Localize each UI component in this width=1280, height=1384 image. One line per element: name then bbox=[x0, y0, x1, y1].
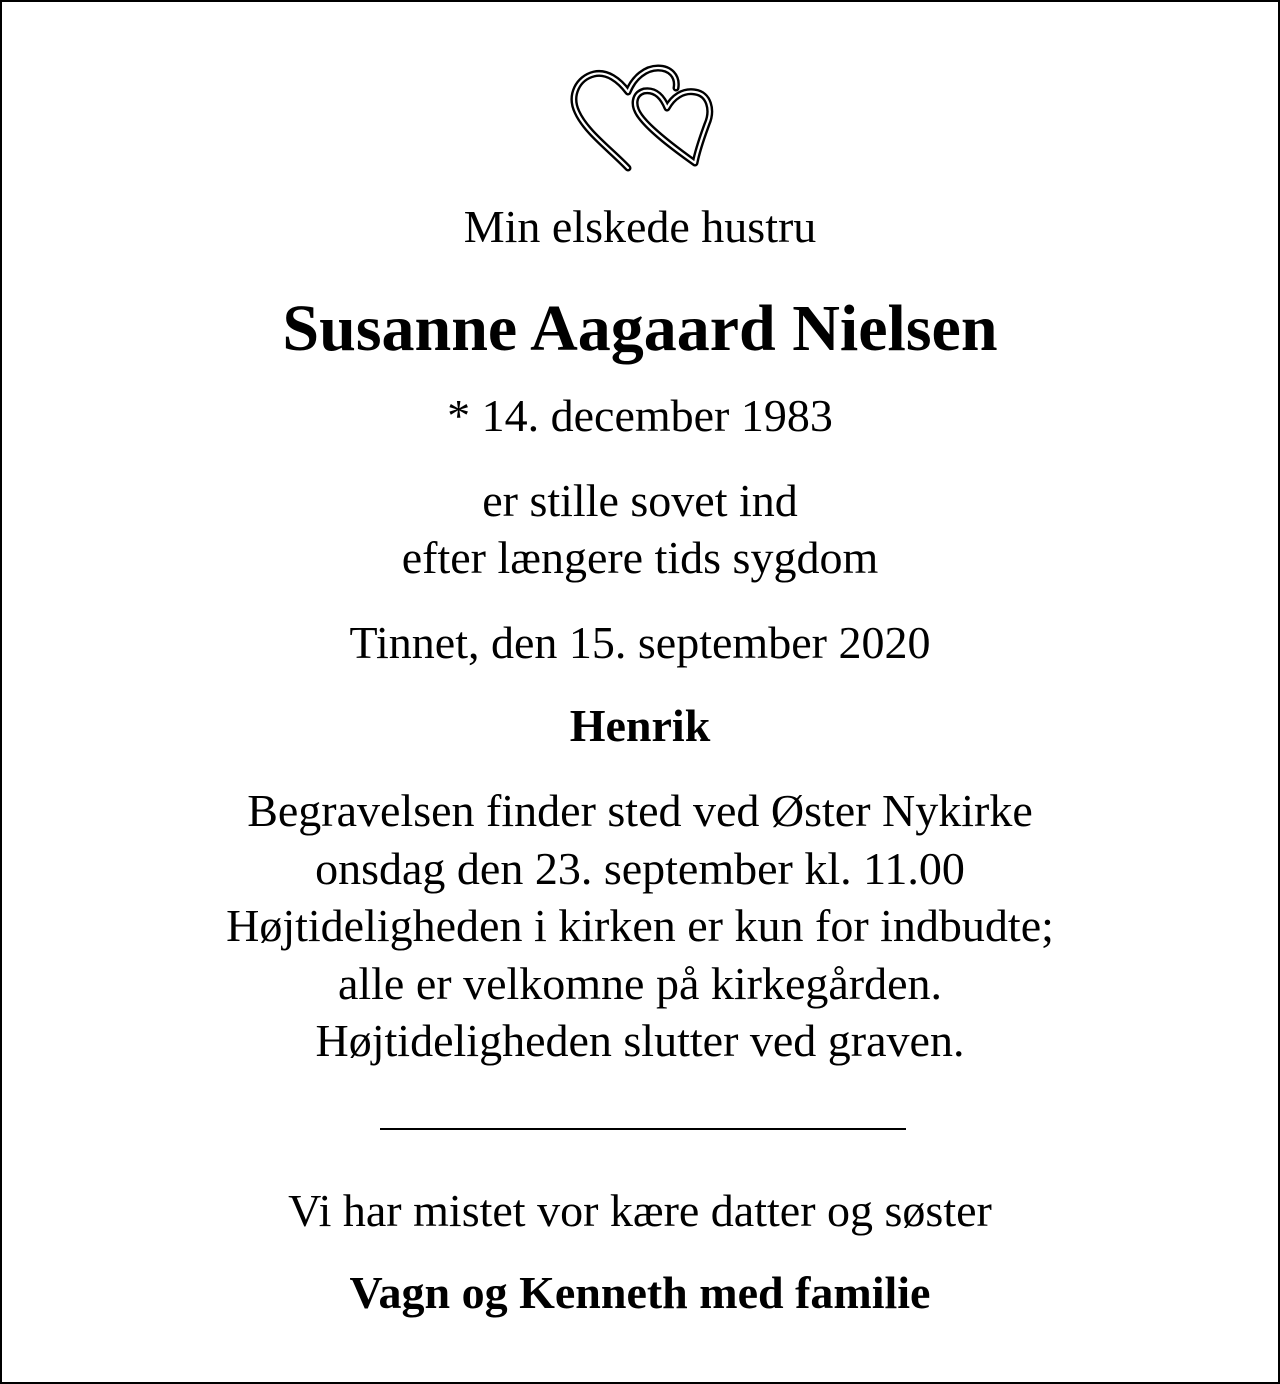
funeral-line: Højtideligheden slutter ved graven. bbox=[315, 1015, 965, 1066]
birth-date: * 14. december 1983 bbox=[447, 390, 833, 441]
intro-text: Min elskede hustru bbox=[463, 201, 817, 252]
intertwined-hearts-icon bbox=[570, 64, 716, 174]
divider-line bbox=[380, 1128, 906, 1130]
family-message: Vi har mistet vor kære datter og søster bbox=[288, 1185, 992, 1236]
funeral-line: alle er velkomne på kirkegården. bbox=[337, 957, 943, 1009]
funeral-line: Højtideligheden i kirken er kun for indbudte; bbox=[226, 900, 1054, 951]
signer-name: Henrik bbox=[569, 700, 711, 751]
passing-line: efter længere tids sygdom bbox=[401, 532, 879, 583]
funeral-line: onsdag den 23. september kl. 11.00 bbox=[315, 842, 965, 894]
passing-text bbox=[2, 472, 1278, 586]
deceased-name: Susanne Aagaard Nielsen bbox=[282, 292, 998, 365]
place-and-date: Tinnet, den 15. september 2020 bbox=[349, 617, 931, 668]
funeral-details bbox=[2, 782, 1278, 1070]
funeral-line: Begravelsen finder sted ved Øster Nykirke bbox=[247, 785, 1033, 836]
family-signers: Vagn og Kenneth med familie bbox=[349, 1267, 931, 1318]
passing-line: er stille sovet ind bbox=[482, 475, 798, 526]
